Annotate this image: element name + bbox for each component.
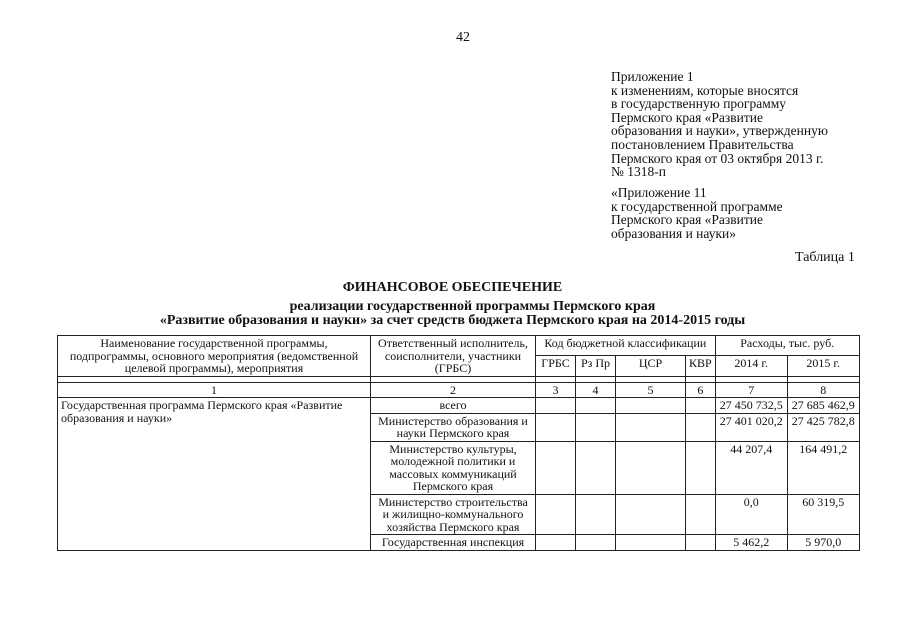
appendix-1-block	[611, 70, 828, 179]
column-number: 1	[58, 382, 371, 398]
header-grbs: ГРБС	[536, 356, 576, 376]
amount-2014: 44 207,4	[715, 441, 787, 494]
appendix-1-line: № 1318-п	[611, 164, 666, 180]
header-name: Наименование государственной программы, подпрограммы, основного мероприятия (ведомственной целевой программы), мероприятия	[58, 336, 371, 377]
appendix-11-line: к государственной программе	[611, 198, 783, 214]
amount-2014: 0,0	[715, 494, 787, 535]
column-number: 4	[576, 382, 616, 398]
appendix-1-line: к изменениям, которые вносятся	[611, 82, 799, 98]
header-executor: Ответственный исполнитель, соисполнители, участники (ГРБС)	[371, 336, 536, 377]
column-number: 5	[616, 382, 686, 398]
header-kvr: КВР	[686, 356, 716, 376]
executor-cell: Министерство культуры, молодежной политики и массовых коммуникаций Пермского края	[371, 441, 536, 494]
table-header-row	[58, 336, 860, 356]
amount-2015: 60 319,5	[787, 494, 859, 535]
table-row	[58, 398, 860, 414]
appendix-11-line: «Приложение 11	[611, 185, 707, 200]
column-number: 8	[787, 382, 859, 398]
amount-2014: 27 450 732,5	[715, 398, 787, 414]
appendix-1-line: постановлением Правительства	[611, 136, 794, 152]
column-number: 3	[536, 382, 576, 398]
header-csr: ЦСР	[616, 356, 686, 376]
amount-2014: 27 401 020,2	[715, 413, 787, 441]
appendix-1-line: Пермского края от 03 октября 2013 г.	[611, 150, 824, 166]
program-name-cell: Государственная программа Пермского края «Развитие образования и науки»	[58, 398, 371, 551]
appendix-1-line: Приложение 1	[611, 69, 694, 84]
appendix-11-line: Пермского края «Развитие	[611, 212, 763, 228]
column-number: 2	[371, 382, 536, 398]
amount-2015: 5 970,0	[787, 535, 859, 551]
header-code-group: Код бюджетной классификации	[536, 336, 716, 356]
page-number: 42	[456, 30, 470, 45]
column-number: 7	[715, 382, 787, 398]
appendix-11-block	[611, 186, 783, 240]
header-rzpr: Рз Пр	[576, 356, 616, 376]
amount-2015: 27 685 462,9	[787, 398, 859, 414]
column-number-row	[58, 382, 860, 398]
table-label: Таблица 1	[795, 250, 855, 265]
amount-2014: 5 462,2	[715, 535, 787, 551]
appendix-11-line: образования и науки»	[611, 225, 737, 241]
header-expenses-group: Расходы, тыс. руб.	[715, 336, 859, 356]
document-subtitle	[0, 300, 905, 328]
subtitle-line-2: «Развитие образования и науки» за счет средств бюджета Пермского края на 2014-2015 годы	[159, 313, 746, 328]
subtitle-line-1: реализации государственной программы Пермского края	[289, 299, 656, 314]
executor-cell: Государственная инспекция	[371, 535, 536, 551]
document-title: ФИНАНСОВОЕ ОБЕСПЕЧЕНИЕ	[342, 280, 563, 295]
appendix-1-line: Пермского края «Развитие	[611, 109, 763, 125]
executor-cell: Министерство строительства и жилищно-коммунального хозяйства Пермского края	[371, 494, 536, 535]
amount-2015: 27 425 782,8	[787, 413, 859, 441]
executor-cell: Министерство образования и науки Пермского края	[371, 413, 536, 441]
appendix-1-line: в государственную программу	[611, 96, 787, 112]
column-number: 6	[686, 382, 716, 398]
appendix-1-line: образования и науки», утвержденную	[611, 123, 828, 139]
header-2015: 2015 г.	[787, 356, 859, 376]
header-2014: 2014 г.	[715, 356, 787, 376]
financial-table	[57, 335, 860, 551]
amount-2015: 164 491,2	[787, 441, 859, 494]
executor-cell: всего	[371, 398, 536, 414]
